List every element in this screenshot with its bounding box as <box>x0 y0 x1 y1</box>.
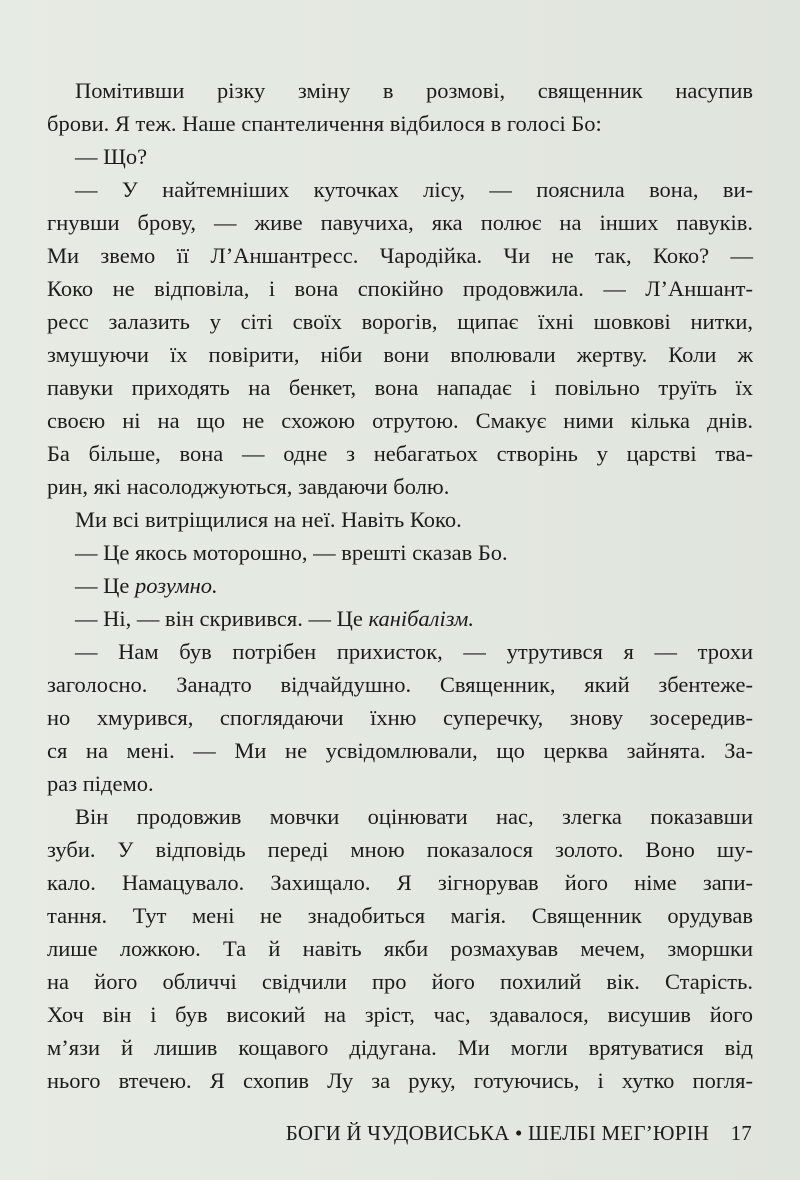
text-line: Ба більше, вона — одне з небагатьох створінь у царстві тва- <box>47 441 753 466</box>
italic-text: розумно. <box>135 573 218 598</box>
text-line <box>47 602 753 635</box>
text-line: Ми звемо її Л’Аншантресс. Чародійка. Чи не так, Коко? — <box>47 243 753 268</box>
text-line: — У найтемніших куточках лісу, — пояснила вона, ви- <box>75 177 753 202</box>
text-line: лише ложкою. Та й навіть якби розмахував мечем, зморшки <box>47 936 753 961</box>
text-line: Ми всі витріщилися на неї. Навіть Коко. <box>75 507 462 532</box>
text-segment: — Це <box>75 573 135 598</box>
italic-text: канібалізм. <box>368 606 474 631</box>
text-line: раз підемо. <box>47 771 154 796</box>
page-number: 17 <box>730 1121 752 1145</box>
text-line: павуки приходять на бенкет, вона нападає і повільно труїть їх <box>47 375 753 400</box>
text-line: нього втечею. Я схопив Лу за руку, готуючись, і хутко погля- <box>47 1068 753 1093</box>
text-line: Він продовжив мовчки оцінювати нас, злегка показавши <box>75 804 753 829</box>
text-line: заголосно. Занадто відчайдушно. Священник, який збентеже- <box>47 672 753 697</box>
text-line: гнувши брову, — живе павучиха, яка полює на інших павуків. <box>47 210 753 235</box>
text-line: ся на мені. — Ми не усвідомлювали, що церква зайнята. За- <box>47 738 753 763</box>
text-line: своєю ні на що не схожою отрутою. Смакує ними кілька днів. <box>47 408 753 433</box>
text-line <box>47 569 753 602</box>
text-line: на його обличчі свідчили про його похилий вік. Старість. <box>47 969 753 994</box>
text-line: — Нам був потрібен прихисток, — утрутився я — трохи <box>75 639 753 664</box>
text-line: змушуючи їх повірити, ніби вони вполювали жертву. Коли ж <box>47 342 753 367</box>
text-segment: — Ні, — він скривився. — Це <box>75 606 369 631</box>
text-line: м’язи й лишив кощавого дідугана. Ми могли врятуватися від <box>47 1035 753 1060</box>
text-line: кало. Намацувало. Захищало. Я зігнорував його німе запи- <box>47 870 753 895</box>
text-line: но хмурився, споглядаючи їхню суперечку, знову зосередив- <box>47 705 753 730</box>
text-line: — Що? <box>75 144 148 169</box>
running-title: БОГИ Й ЧУДОВИСЬКА • ШЕЛБІ МЕГ’ЮРІН <box>285 1121 710 1145</box>
text-line: тання. Тут мені не знадобиться магія. Священник орудував <box>47 903 753 928</box>
book-page-body <box>47 74 753 1097</box>
text-line: — Це якось моторошно, — врешті сказав Бо. <box>75 540 508 565</box>
text-line: ресс залазить у сіті своїх ворогів, щипає їхні шовкові нитки, <box>47 309 753 334</box>
text-line: Помітивши різку зміну в розмові, священник насупив <box>75 78 753 103</box>
text-line: Хоч він і був високий на зріст, час, здавалося, висушив його <box>47 1002 753 1027</box>
text-line: Коко не відповіла, і вона спокійно продовжила. — Л’Аншант- <box>47 276 753 301</box>
page-footer <box>286 1121 752 1146</box>
text-line: зуби. У відповідь переді мною показалося золото. Воно шу- <box>47 837 753 862</box>
text-line: брови. Я теж. Наше спантеличення відбилося в голосі Бо: <box>47 111 602 136</box>
text-line: рин, які насолоджуються, завдаючи болю. <box>47 474 450 499</box>
